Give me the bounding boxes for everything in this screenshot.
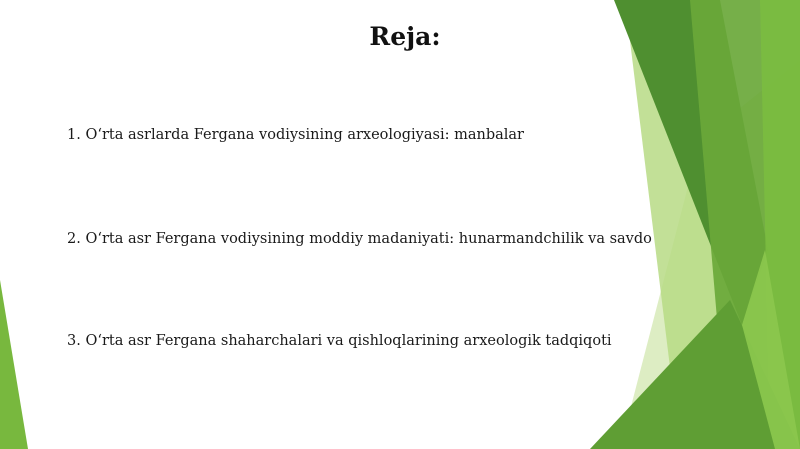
slide-title: Reja: xyxy=(369,22,441,51)
list-item: 1. O‘rta asrlarda Fergana vodiysining arxeologiyasi: manbalar xyxy=(67,127,524,143)
list-item: 3. O‘rta asr Fergana shaharchalari va qishloqlarining arxeologik tadqiqoti xyxy=(67,333,612,349)
list-item: 2. O‘rta asr Fergana vodiysining moddiy madaniyati: hunarmandchilik va savdo xyxy=(67,231,652,247)
left-green-wedge xyxy=(0,280,28,449)
